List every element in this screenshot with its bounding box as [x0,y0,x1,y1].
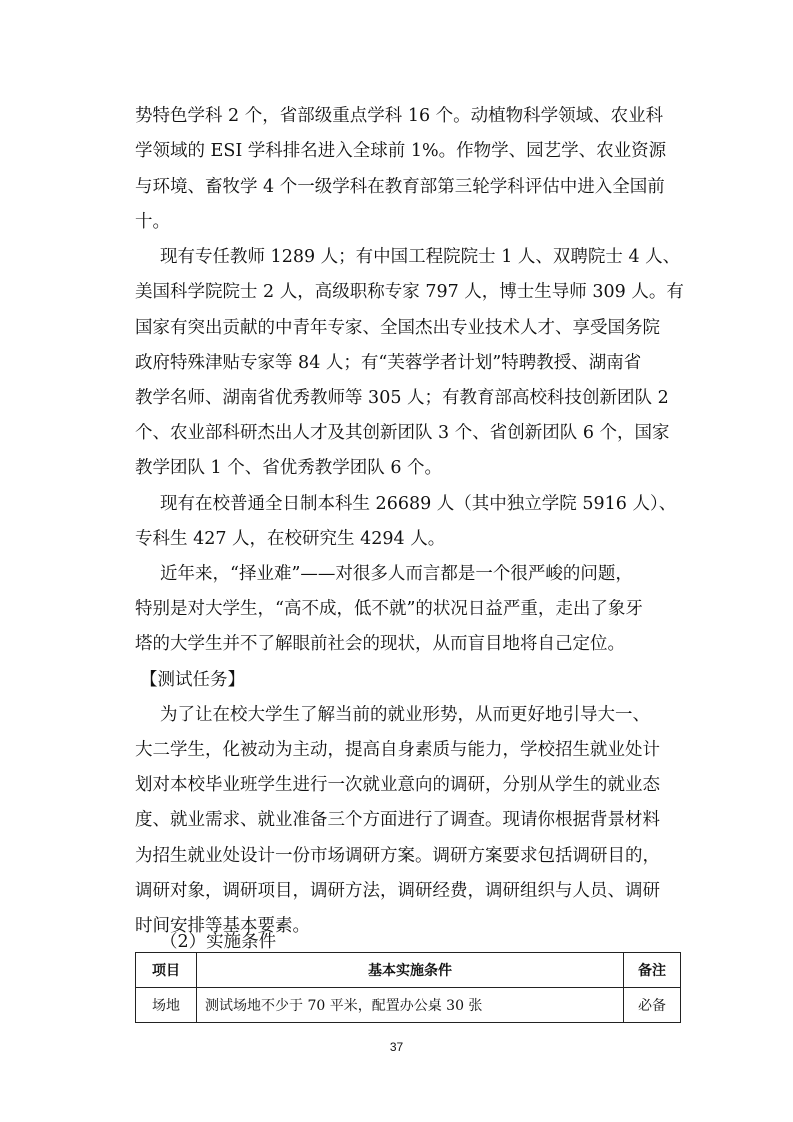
text-line: 调研对象，调研项目，调研方法，调研经费，调研组织与人员、调研 [135,881,660,901]
text-line: 国家有突出贡献的中青年专家、全国杰出专业技术人才、享受国务院 [135,318,660,338]
text-line: 现有在校普通全日制本科生 26689 人（其中独立学院 5916 人）、 [160,494,677,514]
text-line: 政府特殊津贴专家等 84 人；有“芙蓉学者计划”特聘教授、湖南省 [135,353,642,373]
text-line: 个、农业部科研杰出人才及其创新团队 3 个、省创新团队 6 个，国家 [135,423,670,443]
text-line: 塔的大学生并不了解眼前社会的现状，从而盲目地将自己定位。 [135,634,625,654]
table-cell: 场地 [136,988,197,1023]
text-line: 教学名师、湖南省优秀教师等 305 人；有教育部高校科技创新团队 2 [135,388,669,408]
text-line: 为了让在校大学生了解当前的就业形势，从而更好地引导大一、 [160,705,650,725]
text-line: 为招生就业处设计一份市场调研方案。调研方案要求包括调研目的， [135,846,660,866]
text-line: 现有专任教师 1289 人；有中国工程院院士 1 人、双聘院士 4 人、 [160,247,681,267]
text-line: 度、就业需求、就业准备三个方面进行了调查。现请你根据背景材料 [135,810,660,830]
text-line: 大二学生，化被动为主动，提高自身素质与能力，学校招生就业处计 [135,740,660,760]
task-heading: 【测试任务】 [140,670,245,690]
table-header-cell: 备注 [624,953,681,988]
text-line: 专科生 427 人，在校研究生 4294 人。 [135,529,446,549]
table-header-row [136,953,681,988]
page-number: 37 [389,1040,404,1054]
table-cell: 必备 [624,988,681,1023]
table-row [136,988,681,1023]
text-line: 教学团队 1 个、省优秀教学团队 6 个。 [135,458,443,478]
section-heading: （2）实施条件 [160,932,277,952]
text-line: 划对本校毕业班学生进行一次就业意向的调研，分别从学生的就业态 [135,775,660,795]
text-line: 美国科学院院士 2 人，高级职称专家 797 人，博士生导师 309 人。有 [135,282,684,302]
conditions-table [135,952,681,1023]
table-cell: 测试场地不少于 70 平米，配置办公桌 30 张 [197,988,624,1023]
text-line: 学领域的 ESI 学科排名进入全球前 1%。作物学、园艺学、农业资源 [135,141,667,161]
text-line: 近年来，“择业难”——对很多人而言都是一个很严峻的问题， [160,564,633,584]
table-header-cell: 基本实施条件 [197,953,624,988]
text-line: 势特色学科 2 个，省部级重点学科 16 个。动植物科学领域、农业科 [135,106,664,126]
table-header-cell: 项目 [136,953,197,988]
text-line: 与环境、畜牧学 4 个一级学科在教育部第三轮学科评估中进入全国前 [135,177,665,197]
text-line: 十。 [135,212,170,232]
text-line: 时间安排等基本要素。 [135,916,310,936]
text-line: 特别是对大学生，“高不成，低不就”的状况日益严重，走出了象牙 [135,599,643,619]
